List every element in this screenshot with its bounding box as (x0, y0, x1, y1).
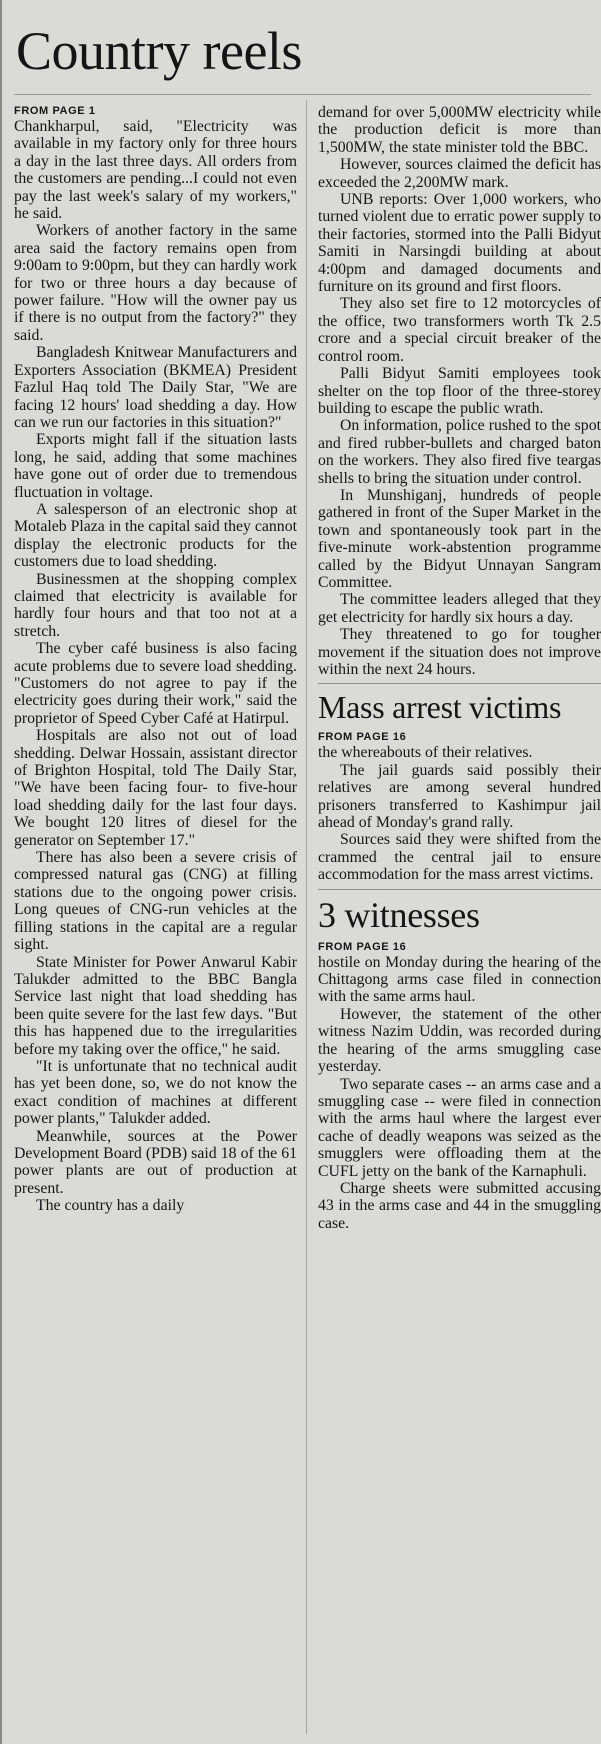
paragraph: UNB reports: Over 1,000 workers, who turned violent due to erratic power supply to their factories, stormed into the Palli Bidyut Samiti in Narsingdi building at about 4:00pm and damaged documents and furniture on its ground and first floors. (318, 191, 601, 296)
paragraph: Businessmen at the shopping complex claimed that electricity is available for hardly four hours and that too not at a stretch. (14, 570, 297, 640)
paragraph: Two separate cases -- an arms case and a smuggling case -- were filed in connection with the arms haul where the largest ever cache of deadly weapons was seized as the smugglers were offloading them at the CUFL jetty on the bank of the Karnaphuli. (318, 1075, 601, 1180)
story3-kicker: FROM PAGE 16 (318, 940, 407, 953)
paragraph: The cyber café business is also facing acute problems due to severe load shedding. "Customers do not agree to pay if the electricity goes during their work," said the proprietor of Speed Cyber Café at Hatirpul. (14, 640, 297, 727)
kicker-from-page-1: FROM PAGE 1 (14, 105, 96, 117)
paragraph: Bangladesh Knitwear Manufacturers and Exporters Association (BKMEA) President Fazlul Haq told The Daily Star, "We are facing 12 hours' load shedding a day. How can we run our factories in this situation?" (14, 344, 297, 431)
paragraph: hostile on Monday during the hearing of the Chittagong arms case filed in connection with the same arms haul. (318, 953, 601, 1006)
paragraph: demand for over 5,000MW electricity while the production deficit is more than 1,500MW, the state minister told the BBC. (318, 104, 601, 156)
paragraph: Hospitals are also not out of load shedding. Delwar Hossain, assistant director of Brighton Hospital, told The Daily Star, "We have been facing four- to five-hour load shedding daily for the last four days. We bought 120 litres of diesel for the generator on September 17." (14, 727, 297, 849)
paragraph: The country has a daily (36, 1197, 185, 1215)
story-divider (318, 683, 601, 684)
right-column (318, 104, 601, 1232)
paragraph: In Munshiganj, hundreds of people gathered in front of the Super Market in the town and spontaneously took part in the five-minute work-abstention programme called by the Bidyut Unnayan Sangram Committee. (318, 486, 601, 591)
paragraph: However, the statement of the other witness Nazim Uddin, was recorded during the hearing of the arms smuggling case yesterday. (318, 1005, 601, 1076)
story-divider (318, 889, 601, 890)
paragraph: State Minister for Power Anwarul Kabir Talukder admitted to the BBC Bangla Service last night that load shedding has been quite severe for the last few days. "But this has happened due to the irregularities before my taking over the office," he said. (14, 953, 297, 1058)
story2-headline: Mass arrest victims (318, 689, 562, 726)
paragraph: They threatened to go for tougher movement if the situation does not improve within the next 24 hours. (318, 626, 601, 678)
paragraph: Palli Bidyut Samiti employees took shelter on the top floor of the three-storey building to escape the public wrath. (318, 365, 601, 417)
paragraph: Sources said they were shifted from the crammed the central jail to ensure accommodation for the mass arrest victims. (318, 831, 601, 884)
paragraph: Charge sheets were submitted accusing 43 in the arms case and 44 in the smuggling case. (318, 1179, 601, 1232)
paragraph: A salesperson of an electronic shop at Motaleb Plaza in the capital said they cannot display the electronic products for the customers due to load shedding. (14, 500, 297, 571)
paragraph: Chankharpul, said, "Electricity was available in my factory only for three hours a day in the last three days. All orders from the customers are pending...I could not even pay the last week's salary of my workers," he said. (14, 118, 297, 223)
paragraph: They also set fire to 12 motorcycles of the office, two transformers worth Tk 2.5 crore and a special circuit breaker of the control room. (318, 295, 601, 365)
paragraph: On information, police rushed to the spot and fired rubber-bullets and charged baton on the workers. They also fired five teargas shells to bring the situation under control. (318, 417, 601, 487)
paragraph: The committee leaders alleged that they get electricity for hardly six hours a day. (318, 591, 601, 626)
paragraph: The jail guards said possibly their relatives are among several hundred prisoners transferred to Kashimpur jail ahead of Monday's grand rally. (318, 761, 601, 832)
story3-headline: 3 witnesses (318, 894, 480, 935)
headline-rule (14, 94, 591, 95)
paragraph: Workers of another factory in the same area said the factory remains open from 9:00am to 9:00pm, but they can hardly work for two or three hours a day because of power failure. "How will the owner pay us if there is no output from the factory?" they said. (14, 222, 297, 344)
paragraph: However, sources claimed the deficit has exceeded the 2,200MW mark. (318, 156, 601, 191)
column-separator (306, 100, 307, 1734)
headline: Country reels (16, 21, 302, 81)
paragraph: There has also been a severe crisis of compressed natural gas (CNG) at filling stations due to the ongoing power crisis. Long queues of CNG-run vehicles at the filling stations in the capital are a regular sight. (14, 849, 297, 954)
paragraph: the whereabouts of their relatives. (318, 744, 533, 762)
paragraph: Exports might fall if the situation lasts long, he said, adding that some machines have gone out of order due to tremendous fluctuation in voltage. (14, 431, 297, 501)
paragraph: "It is unfortunate that no technical audit has yet been done, so, we do not know the exact condition of machines at different power plants," Talukder added. (14, 1057, 297, 1128)
story2-kicker: FROM PAGE 16 (318, 731, 407, 744)
paragraph: Meanwhile, sources at the Power Development Board (PDB) said 18 of the 61 power plants are out of production at present. (14, 1127, 297, 1197)
left-column (14, 104, 297, 1215)
